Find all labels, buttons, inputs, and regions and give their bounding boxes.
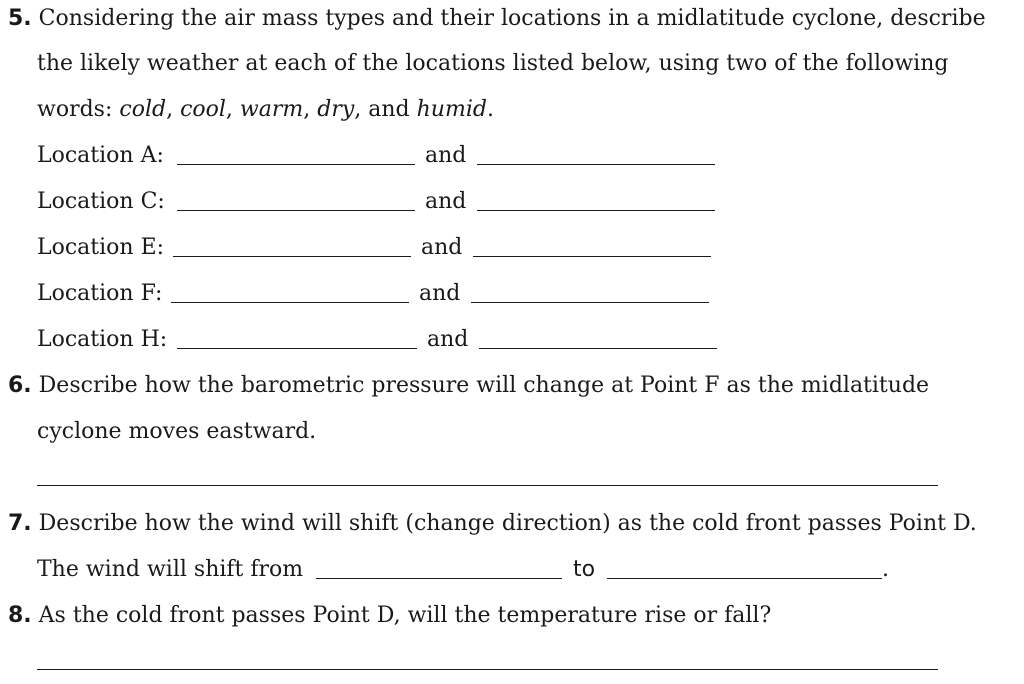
location-h-blank-2[interactable] xyxy=(479,348,717,349)
location-c-blank-2[interactable] xyxy=(477,210,715,211)
location-a-and: and xyxy=(425,143,467,168)
location-h-and: and xyxy=(427,327,469,352)
q8-prompt-1: As the cold front passes Point D, will the temperature rise or fall? xyxy=(38,603,772,628)
q7-line-2-prefix: The wind will shift from xyxy=(37,557,304,582)
location-a-label: Location A: xyxy=(37,143,164,168)
location-h-blank-1[interactable] xyxy=(177,348,417,349)
separator: , and xyxy=(354,97,417,122)
separator: , xyxy=(225,97,240,122)
q7-to-label: to xyxy=(573,557,596,582)
q5-line-3 xyxy=(37,96,494,124)
location-e-label: Location E: xyxy=(37,235,165,260)
word-warm: warm xyxy=(239,97,304,122)
q6-line-2: cyclone moves eastward. xyxy=(37,419,317,444)
word-cool: cool xyxy=(180,97,226,122)
q7-from-blank[interactable] xyxy=(316,578,562,579)
q8-answer-blank[interactable] xyxy=(37,669,938,670)
location-c-blank-1[interactable] xyxy=(177,210,415,211)
q7-number: 7. xyxy=(8,511,32,536)
q5-line-2: the likely weather at each of the locations listed below, using two of the following xyxy=(37,51,949,76)
period: . xyxy=(486,97,494,122)
q6-line-1 xyxy=(8,372,929,400)
location-c-and: and xyxy=(425,189,467,214)
location-a-blank-1[interactable] xyxy=(177,164,415,165)
q5-line-1 xyxy=(8,5,986,33)
q6-prompt-1: Describe how the barometric pressure will change at Point F as the midlatitude xyxy=(38,373,930,398)
q5-prompt-1: Considering the air mass types and their locations in a midlatitude cyclone, describe xyxy=(38,6,986,31)
q6-answer-blank[interactable] xyxy=(37,485,938,486)
q8-line-1 xyxy=(8,602,771,630)
location-e-blank-2[interactable] xyxy=(473,256,711,257)
location-c-label: Location C: xyxy=(37,189,165,214)
location-e-and: and xyxy=(421,235,463,260)
q7-prompt-1: Describe how the wind will shift (change direction) as the cold front passes Point D. xyxy=(38,511,977,536)
q7-line-1 xyxy=(8,510,977,538)
separator: , xyxy=(303,97,318,122)
location-f-blank-1[interactable] xyxy=(171,302,409,303)
separator: , xyxy=(166,97,181,122)
location-e-blank-1[interactable] xyxy=(173,256,411,257)
q8-number: 8. xyxy=(8,603,32,628)
q5-words-prefix: words: xyxy=(37,97,120,122)
location-h-label: Location H: xyxy=(37,327,168,352)
word-dry: dry xyxy=(317,97,355,122)
word-cold: cold xyxy=(119,97,167,122)
word-humid: humid xyxy=(416,97,487,122)
location-f-label: Location F: xyxy=(37,281,163,306)
location-f-blank-2[interactable] xyxy=(471,302,709,303)
location-a-blank-2[interactable] xyxy=(477,164,715,165)
q7-period: . xyxy=(882,557,889,582)
q7-to-blank[interactable] xyxy=(607,578,882,579)
q5-number: 5. xyxy=(8,6,32,31)
location-f-and: and xyxy=(419,281,461,306)
q6-number: 6. xyxy=(8,373,32,398)
